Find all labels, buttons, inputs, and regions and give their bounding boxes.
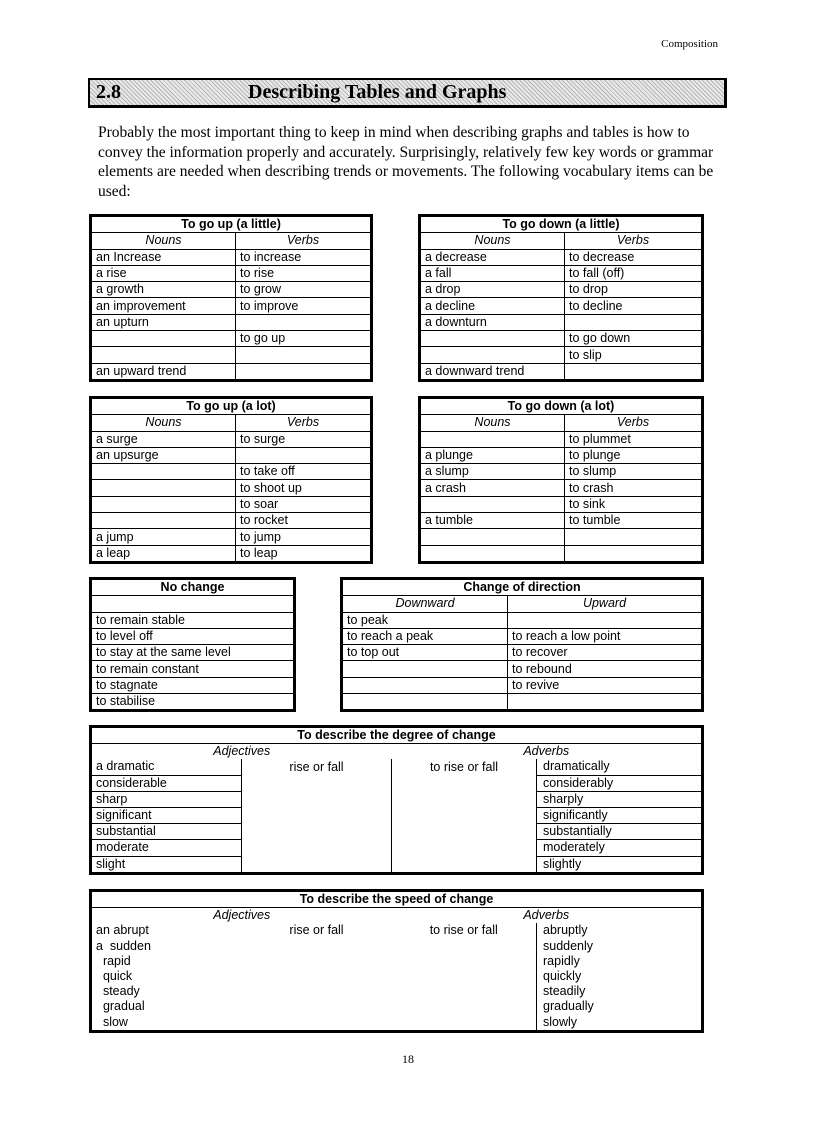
- table-row: [91, 513, 372, 529]
- noun-cell: [242, 969, 392, 984]
- adverb-cell: suddenly: [543, 938, 594, 953]
- table-cell: [565, 545, 703, 562]
- noun-cell: [242, 775, 392, 791]
- table-cell: [565, 314, 703, 330]
- table-cell: to reach a low point: [508, 628, 703, 644]
- table-up-lot: [89, 396, 373, 564]
- section-title: Describing Tables and Graphs: [248, 81, 507, 103]
- adverb-cell: substantially: [537, 824, 703, 840]
- adverb-cell: significantly: [537, 807, 703, 823]
- table-row: [91, 529, 372, 545]
- noun-cell: rise or fall: [242, 759, 392, 775]
- verb-cell: [392, 939, 537, 954]
- noun-cell: [242, 954, 392, 969]
- table-cell: to rocket: [236, 513, 372, 529]
- table-title: To describe the degree of change: [91, 727, 703, 744]
- table-row: [91, 791, 703, 807]
- adverb-cell: dramatically: [537, 759, 703, 775]
- verb-cell: [392, 856, 537, 873]
- table-cell: [342, 677, 508, 693]
- table-cell: a surge: [91, 431, 236, 447]
- adjective-cell: quick: [96, 969, 133, 984]
- table-row: [91, 331, 372, 347]
- table-row: [91, 694, 295, 711]
- noun-cell: [242, 999, 392, 1014]
- table-row: [91, 984, 703, 999]
- table-cell: to recover: [508, 645, 703, 661]
- table-row: [342, 661, 703, 677]
- noun-cell: [242, 1015, 392, 1032]
- table-row: [91, 314, 372, 330]
- table-title: To go down (a little): [420, 216, 703, 233]
- table-cell: to soar: [236, 496, 372, 512]
- table-cell: [420, 496, 565, 512]
- table-cell: to slump: [565, 464, 703, 480]
- table-cell: a fall: [420, 265, 565, 281]
- table-cell: to plunge: [565, 447, 703, 463]
- table-title: To describe the speed of change: [91, 891, 703, 908]
- table-cell: to take off: [236, 464, 372, 480]
- table-up-little: [89, 214, 373, 382]
- table-row: [420, 529, 703, 545]
- adverb-cell: slowly: [543, 1014, 578, 1029]
- table-row: [91, 480, 372, 496]
- table-row: [91, 496, 372, 512]
- table-row: [91, 840, 703, 856]
- table-cell: [420, 529, 565, 545]
- table-row: [91, 645, 295, 661]
- table-cell: to go down: [565, 331, 703, 347]
- intro-paragraph: Probably the most important thing to keep in mind when describing graphs and tables is how to convey the information properly and accurately. Surprisingly, relatively few key words or grammar elements are needed when describing trends or movements. The following vocabulary items can be used:: [98, 124, 714, 200]
- table-cell: to top out: [342, 645, 508, 661]
- adjective-cell: a sudden: [96, 938, 151, 953]
- table-cell: to decline: [565, 298, 703, 314]
- column-header: Verbs: [565, 233, 703, 249]
- column-header: Downward: [342, 596, 508, 612]
- adverb-cell: quickly: [543, 969, 582, 984]
- table-change-direction: [340, 577, 704, 712]
- table-cell: [508, 612, 703, 628]
- table-row: [91, 856, 703, 873]
- table-row: [91, 612, 295, 628]
- table-cell: to rise: [236, 265, 372, 281]
- table-cell: [91, 464, 236, 480]
- table-row: [91, 661, 295, 677]
- table-cell: to plummet: [565, 431, 703, 447]
- table-cell: [420, 545, 565, 562]
- table-row: [91, 431, 372, 447]
- table-cell: an upsurge: [91, 447, 236, 463]
- table-cell: [420, 331, 565, 347]
- table-cell: [91, 331, 236, 347]
- table-cell: a downturn: [420, 314, 565, 330]
- table-row: [420, 480, 703, 496]
- table-cell: to level off: [91, 628, 295, 644]
- table-cell: [420, 347, 565, 363]
- table-cell: a leap: [91, 545, 236, 562]
- table-cell: a rise: [91, 265, 236, 281]
- verb-cell: [392, 969, 537, 984]
- page-number: 18: [402, 1052, 414, 1066]
- table-row: [420, 431, 703, 447]
- table-cell: [236, 314, 372, 330]
- table-title: No change: [91, 579, 295, 596]
- table-row: [342, 694, 703, 711]
- table-cell: [91, 347, 236, 363]
- verb-cell: [392, 984, 537, 999]
- noun-cell: [242, 984, 392, 999]
- table-row: [420, 331, 703, 347]
- table-row: [91, 824, 703, 840]
- adjective-cell: considerable: [91, 775, 242, 791]
- adjective-cell: steady: [96, 984, 140, 999]
- section-number: 2.8: [96, 81, 121, 103]
- column-header: Verbs: [565, 415, 703, 431]
- table-cell: a decrease: [420, 249, 565, 265]
- table-cell: [236, 447, 372, 463]
- table-no-change: [89, 577, 296, 712]
- table-down-little: [418, 214, 704, 382]
- table-cell: to decrease: [565, 249, 703, 265]
- table-cell: an improvement: [91, 298, 236, 314]
- verb-cell: [392, 1015, 537, 1032]
- table-cell: to leap: [236, 545, 372, 562]
- table-row: [420, 464, 703, 480]
- table-cell: to go up: [236, 331, 372, 347]
- table-cell: to rebound: [508, 661, 703, 677]
- table-down-lot: [418, 396, 704, 564]
- table-cell: to crash: [565, 480, 703, 496]
- adjective-cell: significant: [91, 807, 242, 823]
- table-row: [91, 628, 295, 644]
- table-cell: [91, 513, 236, 529]
- column-header: Nouns: [91, 415, 236, 431]
- noun-cell: [242, 824, 392, 840]
- table-cell: [342, 661, 508, 677]
- table-cell: to shoot up: [236, 480, 372, 496]
- table-cell: to tumble: [565, 513, 703, 529]
- table-row: [420, 298, 703, 314]
- adjective-cell: substantial: [91, 824, 242, 840]
- adjective-cell: moderate: [91, 840, 242, 856]
- section-title-box: [88, 78, 727, 108]
- noun-cell: [242, 807, 392, 823]
- table-row: [420, 249, 703, 265]
- table-title: Change of direction: [342, 579, 703, 596]
- table-row: [420, 314, 703, 330]
- adverb-cell: gradually: [543, 999, 594, 1014]
- table-cell: to remain stable: [91, 612, 295, 628]
- running-header: Composition: [661, 38, 718, 50]
- table-cell: to revive: [508, 677, 703, 693]
- adverb-cell: sharply: [537, 791, 703, 807]
- table-row: [91, 775, 703, 791]
- table-row: [342, 612, 703, 628]
- table-cell: to increase: [236, 249, 372, 265]
- adjective-cell: an abrupt: [96, 923, 149, 938]
- table-row: [420, 447, 703, 463]
- table-cell: to stay at the same level: [91, 645, 295, 661]
- adverb-cell: considerably: [537, 775, 703, 791]
- adverb-cell: rapidly: [543, 953, 580, 968]
- table-cell: [91, 480, 236, 496]
- column-header: Verbs: [236, 415, 372, 431]
- verb-cell: [392, 791, 537, 807]
- column-header: Nouns: [420, 415, 565, 431]
- adjective-cell: rapid: [96, 953, 131, 968]
- adjective-cell: sharp: [91, 791, 242, 807]
- column-header: Verbs: [236, 233, 372, 249]
- table-cell: [420, 431, 565, 447]
- adjective-cell: slight: [91, 856, 242, 873]
- table-row: [342, 677, 703, 693]
- table-degree-change: [89, 725, 704, 875]
- table-cell: [236, 347, 372, 363]
- adverb-cell: moderately: [537, 840, 703, 856]
- verb-cell: [392, 840, 537, 856]
- table-row: [91, 464, 372, 480]
- verb-cell: to rise or fall: [392, 923, 537, 938]
- table-cell: to drop: [565, 282, 703, 298]
- table-cell: to surge: [236, 431, 372, 447]
- table-row: [420, 363, 703, 380]
- noun-cell: [242, 840, 392, 856]
- table-cell: a downward trend: [420, 363, 565, 380]
- table-row: [420, 496, 703, 512]
- verb-cell: [392, 824, 537, 840]
- table-row: [420, 545, 703, 562]
- table-cell: an Increase: [91, 249, 236, 265]
- column-header: Adjectives: [213, 908, 271, 923]
- table-row: [420, 513, 703, 529]
- table-cell: a tumble: [420, 513, 565, 529]
- table-cell: [236, 363, 372, 380]
- table-title: To go up (a little): [91, 216, 372, 233]
- table-row: [91, 677, 295, 693]
- table-cell: to sink: [565, 496, 703, 512]
- column-header: Adverbs: [523, 908, 570, 923]
- table-row: [91, 347, 372, 363]
- verb-cell: [392, 999, 537, 1014]
- verb-cell: [392, 775, 537, 791]
- table-row: [91, 282, 372, 298]
- table-cell: to jump: [236, 529, 372, 545]
- table-cell: to grow: [236, 282, 372, 298]
- table-row: [420, 265, 703, 281]
- table-row: [91, 265, 372, 281]
- table-row: [91, 923, 703, 938]
- column-header: Nouns: [91, 233, 236, 249]
- table-row: [420, 347, 703, 363]
- table-row: [91, 363, 372, 380]
- column-header: Adverbs: [523, 744, 570, 759]
- verb-cell: to rise or fall: [392, 759, 537, 775]
- table-cell: a drop: [420, 282, 565, 298]
- table-row: [91, 545, 372, 562]
- table-cell: [565, 529, 703, 545]
- table-row: [91, 298, 372, 314]
- table-title: To go up (a lot): [91, 398, 372, 415]
- table-cell: to improve: [236, 298, 372, 314]
- adjective-cell: a dramatic: [91, 759, 242, 775]
- adjective-cell: gradual: [96, 999, 145, 1014]
- table-row: [91, 596, 295, 612]
- table-cell: to stagnate: [91, 677, 295, 693]
- table-row: [342, 628, 703, 644]
- adverb-cell: abruptly: [543, 923, 588, 938]
- table-speed-change: [89, 889, 704, 1033]
- table-cell: [565, 363, 703, 380]
- table-title: To go down (a lot): [420, 398, 703, 415]
- column-header: Nouns: [420, 233, 565, 249]
- table-cell: to peak: [342, 612, 508, 628]
- table-row: [342, 645, 703, 661]
- table-row: [91, 939, 703, 954]
- table-row: [91, 999, 703, 1014]
- table-cell: a slump: [420, 464, 565, 480]
- adverb-cell: slightly: [543, 856, 582, 871]
- table-cell: a jump: [91, 529, 236, 545]
- noun-cell: rise or fall: [289, 923, 344, 938]
- column-header: Adjectives: [213, 744, 271, 759]
- table-cell: a crash: [420, 480, 565, 496]
- table-row: [91, 1015, 703, 1032]
- noun-cell: [242, 939, 392, 954]
- table-cell: to stabilise: [91, 694, 295, 711]
- table-row: [91, 759, 703, 775]
- table-cell: [91, 596, 295, 612]
- table-cell: a growth: [91, 282, 236, 298]
- table-cell: to remain constant: [91, 661, 295, 677]
- table-cell: to fall (off): [565, 265, 703, 281]
- verb-cell: [392, 807, 537, 823]
- verb-cell: [392, 954, 537, 969]
- table-cell: an upward trend: [91, 363, 236, 380]
- column-header: Upward: [508, 596, 703, 612]
- table-cell: a decline: [420, 298, 565, 314]
- table-cell: to reach a peak: [342, 628, 508, 644]
- table-row: [91, 447, 372, 463]
- table-row: [91, 807, 703, 823]
- table-cell: [342, 694, 508, 711]
- adjective-cell: slow: [96, 1014, 128, 1029]
- table-row: [91, 969, 703, 984]
- table-row: [420, 282, 703, 298]
- adverb-cell: steadily: [543, 984, 586, 999]
- table-cell: [91, 496, 236, 512]
- table-cell: to slip: [565, 347, 703, 363]
- table-cell: a plunge: [420, 447, 565, 463]
- noun-cell: [242, 791, 392, 807]
- table-row: [91, 954, 703, 969]
- table-cell: an upturn: [91, 314, 236, 330]
- table-cell: [508, 694, 703, 711]
- noun-cell: [242, 856, 392, 873]
- table-row: [91, 249, 372, 265]
